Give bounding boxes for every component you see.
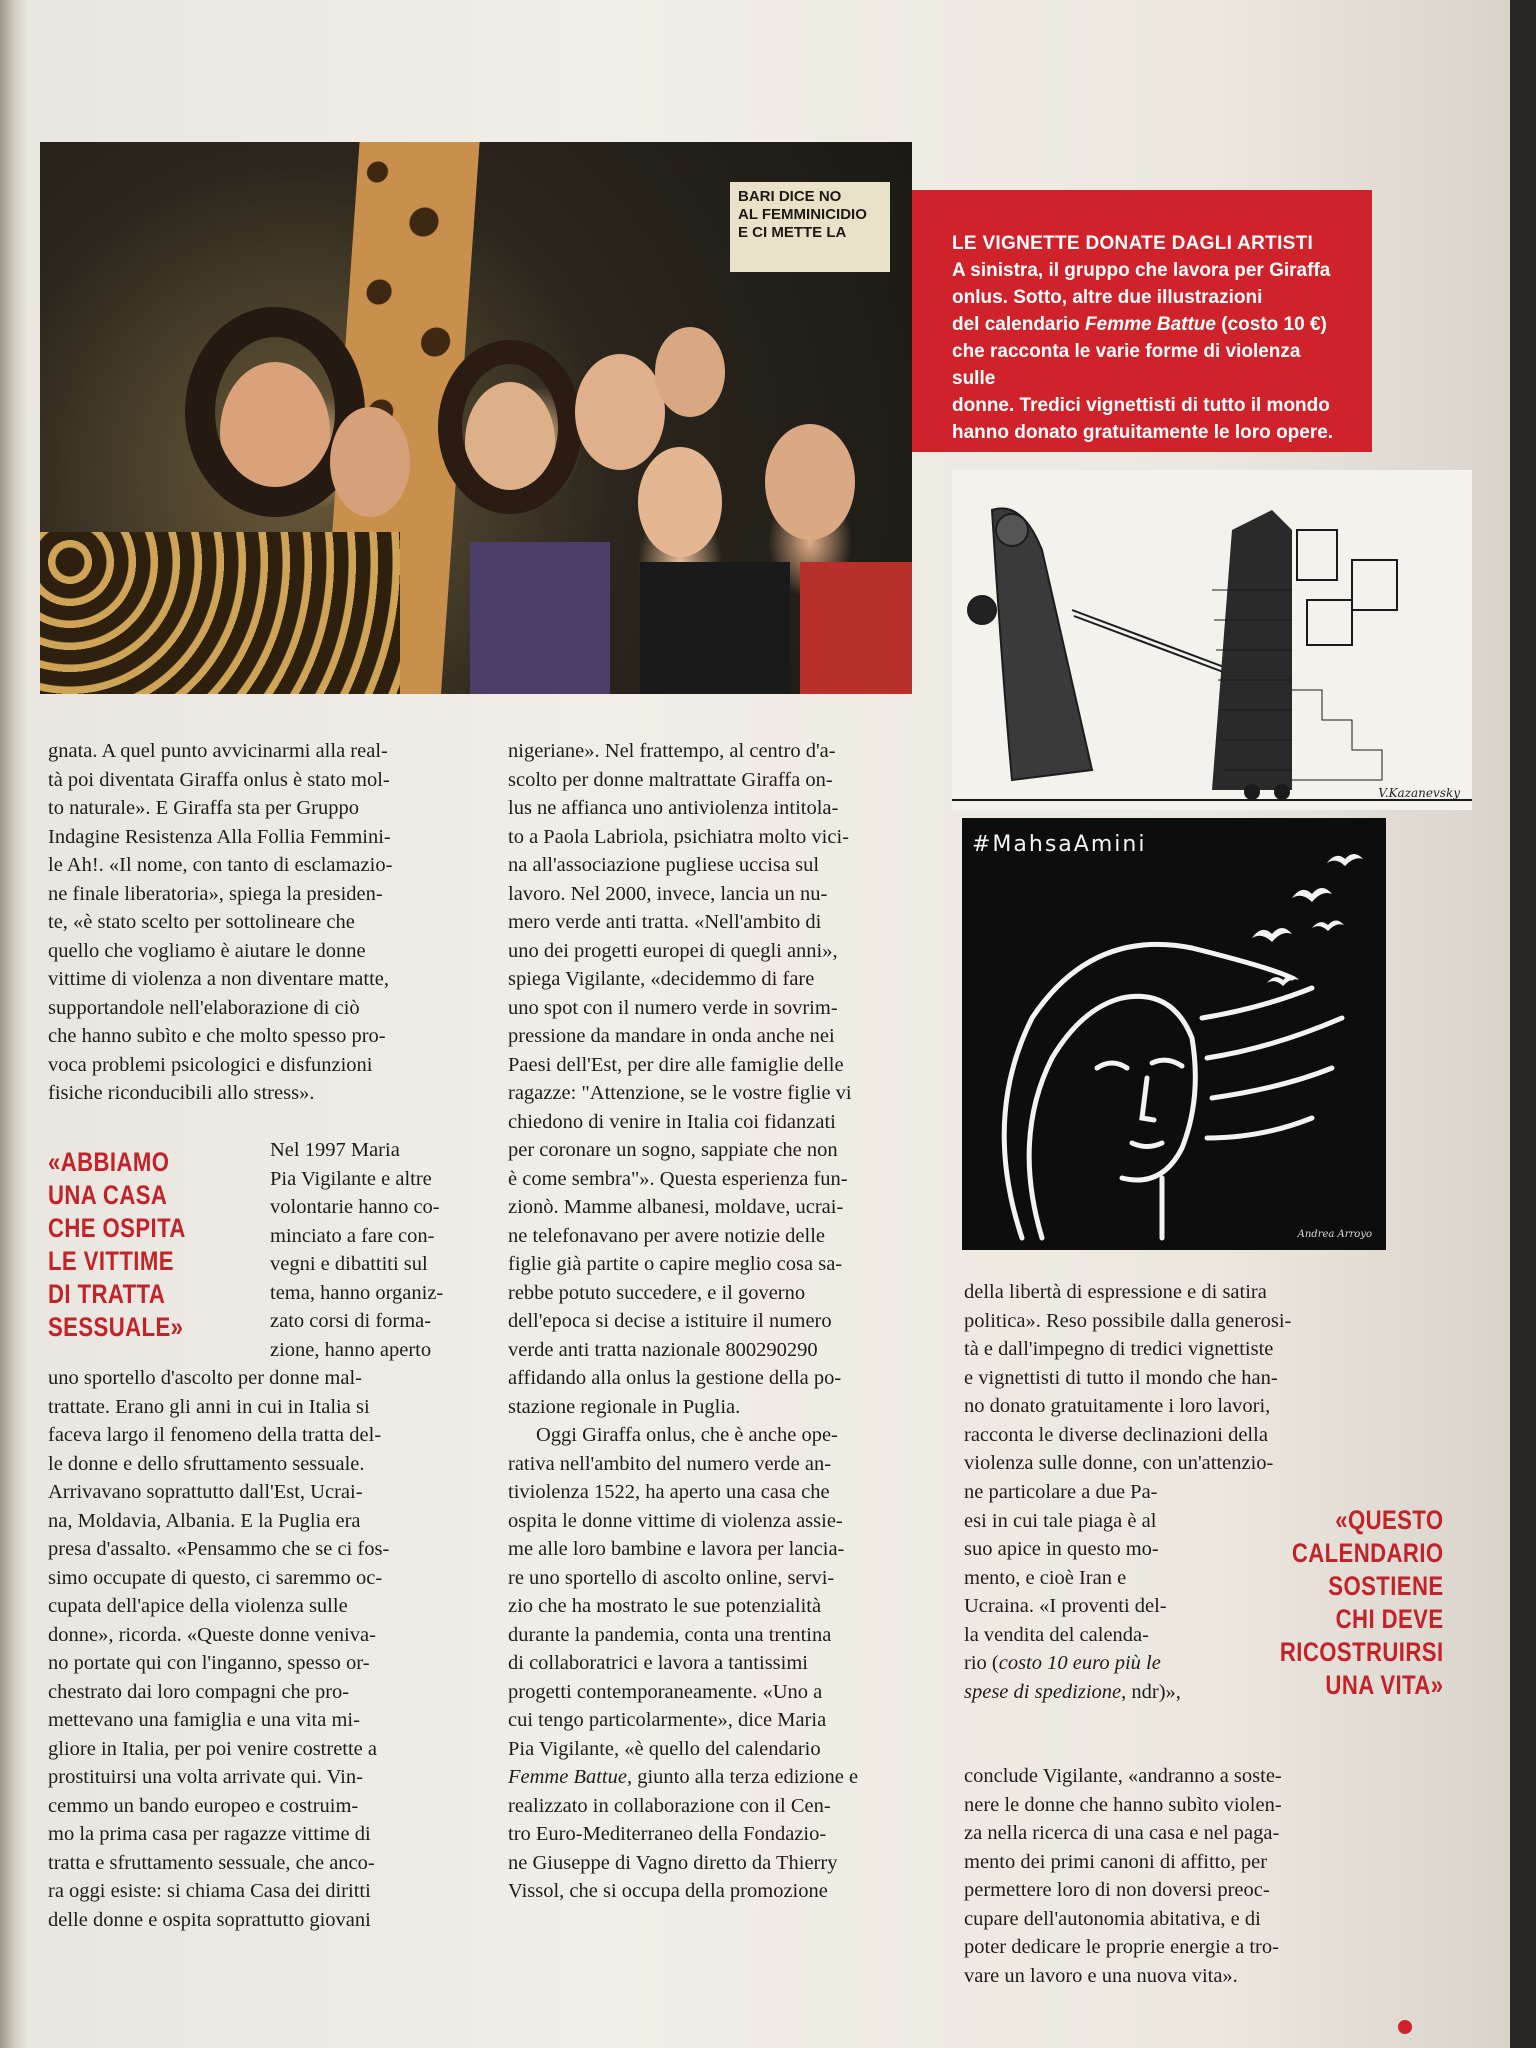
text-line: nere le donne che hanno subìto violen- (964, 1793, 1282, 1816)
text-line: donne», ricorda. «Queste donne veniva- (48, 1623, 376, 1646)
hashtag-label: #MahsaAmini (972, 832, 1147, 857)
text-line: mero verde anti tratta. «Nell'ambito di (508, 911, 822, 933)
text-line (964, 1649, 1181, 1678)
text-line: to a Paola Labriola, psichiatra molto vici- (508, 825, 849, 848)
text-line: esi in cui tale piaga è al (964, 1509, 1157, 1532)
text-line: fisiche riconducibili allo stress». (48, 1082, 315, 1104)
text-line: durante la pandemia, conta una trentina (508, 1623, 832, 1646)
text-line: no donato gratuitamente i loro lavori, (964, 1395, 1271, 1417)
text-line: tà e dall'impegno di tredici vignettiste (964, 1338, 1274, 1360)
text-line: politica». Reso possibile dalla generosi- (964, 1309, 1292, 1332)
cartoon-drawing (952, 470, 1472, 810)
sign-line: AL FEMMINICIDIO (738, 206, 867, 223)
article-column-1-side (270, 1136, 443, 1364)
text-line: Pia Vigilante, «è quello del calendario (508, 1737, 821, 1760)
italic-fragment: costo 10 euro più le (998, 1652, 1161, 1674)
text-line: mettevano una famiglia e una vita mi- (48, 1709, 360, 1731)
text-line: te, «è stato scelto per sottolineare che (48, 911, 355, 933)
text-line: stazione regionale in Puglia. (508, 1395, 741, 1418)
text-line: pressione da mandare in onda anche nei (508, 1025, 835, 1047)
text-line: zio che ha mostrato le sue potenzialità (508, 1595, 822, 1617)
text-line: tro Euro-Mediterraneo della Fondazio- (508, 1823, 827, 1845)
pull-quote-line: «ABBIAMO (48, 1147, 170, 1177)
text-line: gliore in Italia, per poi venire costrette a (48, 1737, 378, 1760)
text-line: uno sportello d'ascolto per donne mal- (48, 1367, 362, 1389)
text-line: supportandole nell'elaborazione di ciò (48, 996, 360, 1019)
text-line: Nel 1997 Maria (270, 1139, 400, 1161)
text-line: Indagine Resistenza Alla Follia Femmini- (48, 825, 391, 848)
text-line: cupata dell'apice della violenza sulle (48, 1595, 348, 1617)
text-line: rativa nell'ambito del numero verde an- (508, 1452, 832, 1475)
text-line: mento, e cioè Iran e (964, 1566, 1127, 1589)
text-line: cemmo un bando europeo e costruim- (48, 1794, 359, 1817)
text-line: lavoro. Nel 2000, invece, lancia un nu- (508, 882, 828, 905)
text-line: Oggi Giraffa onlus, che è anche ope- (536, 1424, 838, 1446)
text-line: zionò. Mamme albanesi, moldave, ucrai- (508, 1196, 844, 1218)
text-line: re uno sportello di ascolto online, servi- (508, 1566, 835, 1589)
text-line: chiedono di venire in Italia coi fidanzati (508, 1110, 836, 1133)
text-line: suo apice in questo mo- (964, 1538, 1159, 1560)
text-line: za nella ricerca di una casa e nel paga- (964, 1822, 1280, 1844)
text-line: uno spot con il numero verde in sovrim- (508, 996, 838, 1019)
woman-face-drawing (962, 818, 1386, 1250)
text-line: Pia Vigilante e altre (270, 1167, 432, 1190)
text-line: violenza sulle donne, con un'attenzio- (964, 1452, 1274, 1474)
text-line: affidando alla onlus la gestione della po- (508, 1367, 842, 1389)
italic-fragment: spese di spedizione (964, 1680, 1122, 1703)
photo-caption (912, 190, 1372, 452)
text-line: della libertà di espressione e di satira (964, 1281, 1267, 1303)
text-line: to naturale». E Giraffa sta per Gruppo (48, 797, 359, 819)
text-line: gnata. A quel punto avvicinarmi alla real- (48, 740, 388, 762)
cartoon-mahsa-amini (962, 818, 1386, 1250)
text-line: spiega Vigilante, «decidemmo di fare (508, 968, 815, 990)
text-line: zione, hanno aperto (270, 1338, 432, 1361)
text-line (508, 1763, 858, 1792)
text-line: ra oggi esiste: si chiama Casa dei diritti (48, 1880, 371, 1902)
text-line: faceva largo il fenomeno della tratta del- (48, 1424, 382, 1446)
text-line: mento dei primi canoni di affitto, per (964, 1850, 1268, 1873)
pull-quote-2 (1280, 1504, 1444, 1702)
caption-line: onlus. Sotto, altre due illustrazioni (952, 287, 1263, 308)
caption-line (952, 311, 1348, 338)
text-line: nigeriane». Nel frattempo, al centro d'a- (508, 740, 836, 762)
caption-line: hanno donato gratuitamente le loro opere. (952, 422, 1334, 443)
text-line: prostituirsi una volta arrivate qui. Vin- (48, 1766, 363, 1788)
text-line: le Ah!. «Il nome, con tanto di esclamazio- (48, 854, 393, 876)
text-line: Vissol, che si occupa della promozione (508, 1880, 828, 1902)
text-line: vare un lavoro e una nuova vita». (964, 1964, 1238, 1987)
text-line: ospita le donne vittime di violenza assie- (508, 1509, 843, 1532)
text-line: volontarie hanno co- (270, 1196, 440, 1218)
caption-line: donne. Tredici vignettisti di tutto il mondo (952, 395, 1330, 416)
sign-line: E CI METTE LA (738, 224, 847, 241)
text-line: zato corsi di forma- (270, 1310, 432, 1332)
text-line: cui tengo particolarmente», dice Maria (508, 1709, 827, 1731)
text-fragment: , ndr)», (1121, 1680, 1181, 1703)
end-of-article-dot (1398, 2020, 1412, 2034)
text-line: presa d'assalto. «Pensammo che se ci fos- (48, 1538, 390, 1560)
pull-quote-line: UNA CASA (48, 1180, 168, 1210)
text-line: rebbe potuto succedere, e il governo (508, 1281, 806, 1304)
text-line: quello che vogliamo è aiutare le donne (48, 939, 366, 962)
pull-quote-line: UNA VITA» (1325, 1670, 1444, 1700)
article-column-3-side (964, 1478, 1181, 1706)
text-line: ne finale liberatoria», spiega la presiden- (48, 882, 383, 905)
text-line: di collaboratrici e lavora a tantissimi (508, 1652, 808, 1674)
text-line: cupare dell'autonomia abitativa, e di (964, 1907, 1261, 1930)
text-line: na all'associazione pugliese uccisa sul (508, 854, 820, 876)
pull-quote-line: CALENDARIO (1292, 1538, 1444, 1568)
text-line (964, 1678, 1181, 1707)
calendar-title: Femme Battue (508, 1766, 627, 1788)
text-line: la vendita del calenda- (964, 1623, 1149, 1646)
article-column-1-top (48, 737, 392, 1108)
text-line: per coronare un sogno, sappiate che non (508, 1139, 838, 1161)
text-line: Ucraina. «I proventi del- (964, 1595, 1167, 1617)
article-column-2 (508, 737, 858, 1906)
text-line: tà poi diventata Giraffa onlus è stato mol- (48, 768, 390, 791)
text-line: no portate qui con l'inganno, spesso or- (48, 1652, 370, 1674)
caption-title: LE VIGNETTE DONATE DAGLI ARTISTI (952, 233, 1314, 254)
pull-quote-line: DI TRATTA (48, 1279, 166, 1309)
text-line: me alle loro bambine e lavora per lancia- (508, 1538, 845, 1560)
text-line: conclude Vigilante, «andranno a soste- (964, 1765, 1282, 1787)
article-column-3-bottom (964, 1762, 1282, 1990)
caption-text: del calendario (952, 314, 1086, 335)
pull-quote-1 (48, 1146, 186, 1344)
article-column-1-bottom (48, 1364, 389, 1934)
text-line: dell'epoca si decise a istituire il numero (508, 1310, 832, 1332)
pull-quote-line: CHE OSPITA (48, 1213, 186, 1243)
text-line: e vignettisti di tutto il mondo che han- (964, 1366, 1278, 1389)
text-line: progetti contemporaneamente. «Uno a (508, 1680, 823, 1703)
text-line: na, Moldavia, Albania. E la Puglia era (48, 1509, 361, 1532)
text-line: è come sembra"». Questa esperienza fun- (508, 1167, 848, 1190)
text-line: Arrivavano soprattutto dall'Est, Ucrai- (48, 1481, 363, 1503)
pull-quote-line: CHI DEVE (1336, 1604, 1444, 1634)
caption-text: (costo 10 €) (1215, 314, 1327, 335)
text-line: voca problemi psicologici e disfunzioni (48, 1053, 373, 1076)
text-line: vegni e dibattiti sul (270, 1253, 428, 1275)
text-line: che hanno subìto e che molto spesso pro- (48, 1025, 386, 1047)
text-line: uno dei progetti europei di quegli anni», (508, 939, 838, 962)
text-line: delle donne e ospita soprattutto giovani (48, 1908, 371, 1931)
text-line: verde anti tratta nazionale 800290290 (508, 1338, 818, 1361)
text-line: tiviolenza 1522, ha aperto una casa che (508, 1481, 830, 1503)
pull-quote-line: «QUESTO (1335, 1505, 1444, 1535)
text-line: scolto per donne maltrattate Giraffa on- (508, 768, 833, 791)
pull-quote-line: SESSUALE» (48, 1312, 184, 1342)
text-line: minciato a fare con- (270, 1224, 435, 1247)
text-line: realizzato in collaborazione con il Cen- (508, 1794, 831, 1817)
text-line: ragazze: "Attenzione, se le vostre figlie vi (508, 1082, 852, 1104)
text-line: figlie già partite o capire meglio cosa sa- (508, 1253, 843, 1275)
text-line: poter dedicare le proprie energie a tro- (964, 1936, 1279, 1958)
artist-signature: V.Kazanevsky (1378, 786, 1460, 800)
text-line: mo la prima casa per ragazze vittime di (48, 1823, 371, 1845)
text-line: ne Giuseppe di Vagno diretto da Thierry (508, 1851, 838, 1874)
caption-line: che racconta le varie forme di violenza sulle (952, 341, 1301, 389)
cartoon-woman-dragging-wall (952, 470, 1472, 810)
artist-signature: Andrea Arroyo (1297, 1229, 1372, 1240)
article-column-3-top (964, 1278, 1291, 1478)
text-fragment: , giunto alla terza edizione e (626, 1766, 859, 1788)
pull-quote-line: RICOSTRUIRSI (1280, 1637, 1444, 1667)
women-silhouettes (40, 142, 912, 694)
pull-quote-line: SOSTIENE (1328, 1571, 1444, 1601)
text-line: ne telefonavano per avere notizie delle (508, 1224, 826, 1247)
text-line: tratta e sfruttamento sessuale, che anco- (48, 1851, 375, 1874)
text-line: racconta le diverse declinazioni della (964, 1423, 1268, 1446)
caption-line: A sinistra, il gruppo che lavora per Giraffa (952, 260, 1331, 281)
text-line: lus ne affianca uno antiviolenza intitola- (508, 797, 839, 819)
text-line: trattate. Erano gli anni in cui in Italia si (48, 1395, 370, 1418)
pull-quote-line: LE VITTIME (48, 1246, 174, 1276)
group-photo (40, 142, 912, 694)
text-line: simo occupate di questo, ci saremmo oc- (48, 1566, 383, 1589)
text-line: permettere loro di non doversi preoc- (964, 1879, 1270, 1901)
text-line: chestrato dai loro compagni che pro- (48, 1680, 350, 1703)
text-line: vittime di violenza a non diventare matte, (48, 968, 389, 990)
sign-line: BARI DICE NO (738, 188, 842, 205)
text-line: tema, hanno organiz- (270, 1281, 444, 1304)
page-curl (0, 0, 28, 2048)
text-fragment: rio ( (964, 1652, 999, 1674)
text-line: ne particolare a due Pa- (964, 1481, 1158, 1503)
text-line: le donne e dello sfruttamento sessuale. (48, 1452, 365, 1475)
text-line: Paesi dell'Est, per dire alle famiglie delle (508, 1053, 844, 1076)
caption-calendar-title: Femme Battue (1085, 314, 1216, 335)
